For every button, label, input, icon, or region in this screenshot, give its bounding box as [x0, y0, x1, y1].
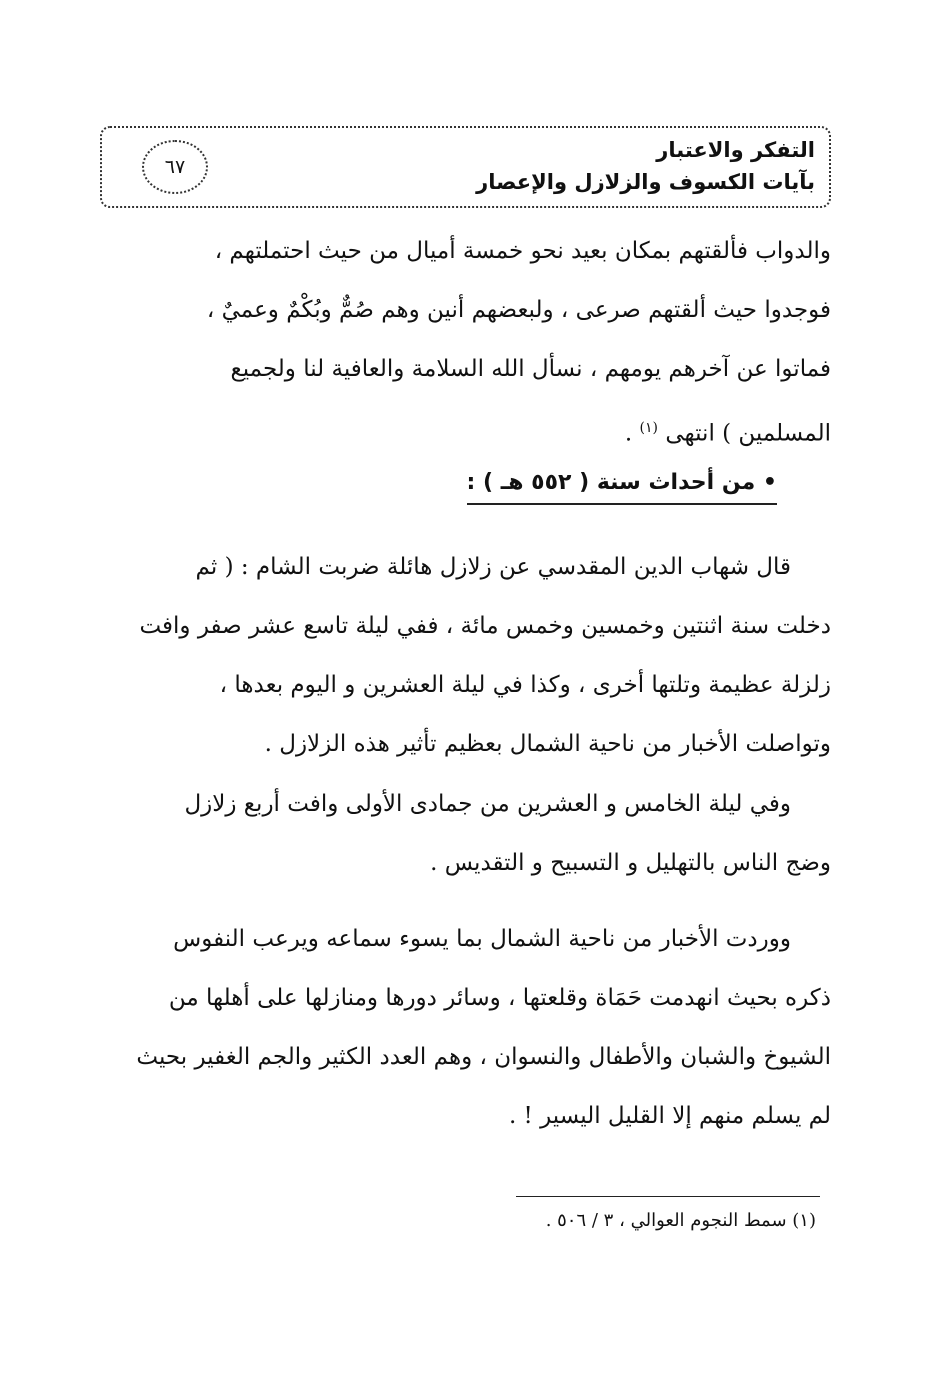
- text-line: وتواصلت الأخبار من ناحية الشمال بعظيم تأثير هذه الزلازل .: [264, 731, 831, 757]
- text-line: زلزلة عظيمة وتلتها أخرى ، وكذا في ليلة العشرين و اليوم بعدها ،: [219, 672, 831, 698]
- text-line: قال شهاب الدين المقدسي عن زلازل هائلة ضربت الشام : ( ثم: [195, 554, 791, 580]
- text-line: ووردت الأخبار من ناحية الشمال بما يسوء سماعه ويرعب النفوس: [173, 926, 791, 952]
- header-titles: [476, 134, 815, 198]
- text-line: ذكره بحيث انهدمت حَمَاة وقلعتها ، وسائر دورها ومنازلها على أهلها من: [168, 985, 831, 1011]
- text-line: وفي ليلة الخامس و العشرين من جمادى الأولى وافت أربع زلازل: [184, 791, 791, 817]
- text-line: [100, 399, 831, 464]
- header-title-line2: بآيات الكسوف والزلازل والإعصار: [476, 170, 815, 194]
- footnote-divider: [516, 1196, 820, 1197]
- text-line: وضج الناس بالتهليل و التسبيح و التقديس .: [430, 850, 831, 876]
- text-line: فوجدوا حيث ألقتهم صرعى ، ولبعضهم أنين وهم صُمٌّ وبُكْمٌ وعميٌ ،: [206, 297, 831, 323]
- text-line: والدواب فألقتهم بمكان بعيد نحو خمسة أميال من حيث احتملتهم ،: [214, 238, 831, 264]
- text-line: الشيوخ والشبان والأطفال والنسوان ، وهم العدد الكثير والجم الغفير بحيث: [136, 1044, 831, 1070]
- paragraph-2: [100, 775, 831, 893]
- paragraph-3: [100, 910, 831, 1146]
- footnote-reference: (١): [639, 420, 659, 436]
- header-title-line1: التفكر والاعتبار: [656, 138, 815, 162]
- section-heading: • من أحداث سنة ( ٥٥٢ هـ ) :: [467, 470, 777, 505]
- footnote: (١) سمط النجوم العوالي ، ٣ / ٥٠٦ .: [545, 1210, 816, 1231]
- line-end: .: [624, 420, 633, 447]
- text-line-content: المسلمين ) انتهى: [665, 420, 831, 447]
- text-line: دخلت سنة اثنتين وخمسين وخمس مائة ، ففي ليلة تاسع عشر صفر وافت: [139, 613, 831, 639]
- text-line: فماتوا عن آخرهم يومهم ، نسأل الله السلامة والعافية لنا ولجميع: [230, 356, 831, 382]
- paragraph-1: [100, 538, 831, 774]
- page-number: ٦٧: [142, 140, 208, 194]
- text-line: لم يسلم منهم إلا القليل اليسير ! .: [508, 1103, 831, 1129]
- top-paragraph: [100, 222, 831, 464]
- running-header: [100, 126, 831, 208]
